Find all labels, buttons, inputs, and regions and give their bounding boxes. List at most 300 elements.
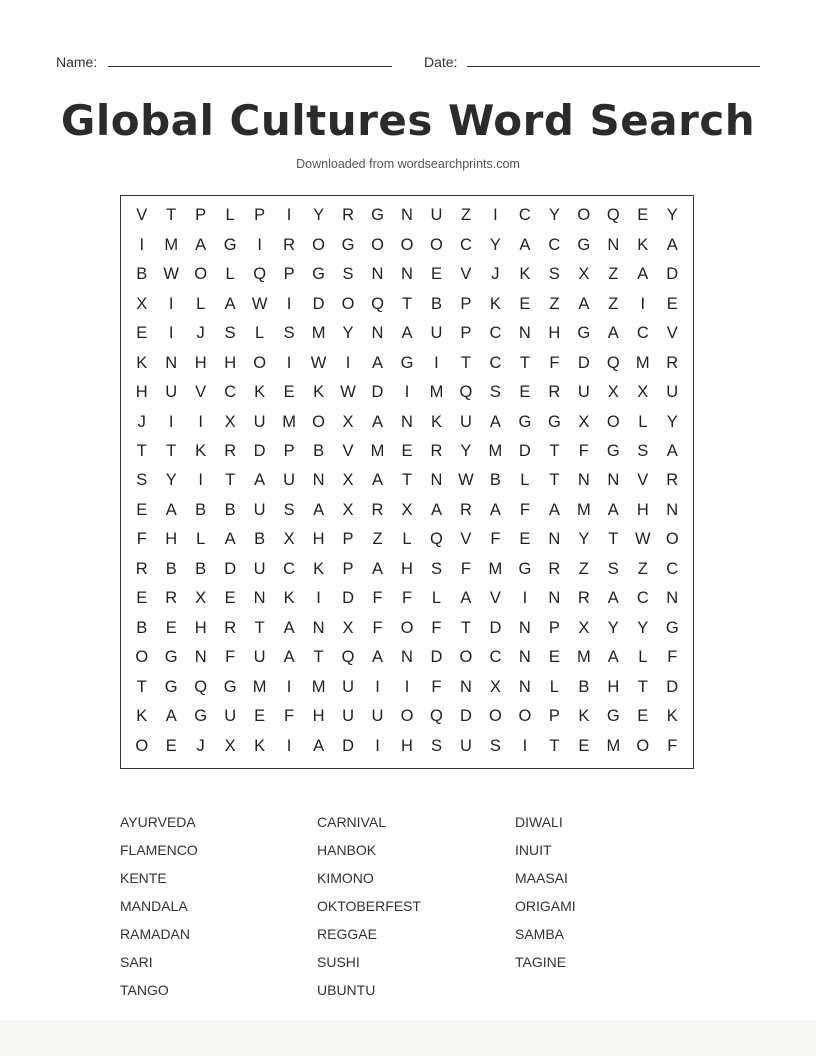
grid-cell: L — [402, 530, 412, 549]
grid-cell: E — [165, 736, 177, 755]
grid-cell: K — [254, 736, 266, 755]
grid-cell: I — [404, 383, 410, 402]
grid-cell: Y — [607, 618, 619, 637]
page-title: Global Cultures Word Search — [60, 96, 756, 145]
grid-cell: I — [168, 324, 174, 343]
word-list-item: FLAMENCO — [120, 842, 198, 858]
grid-cell: P — [548, 707, 560, 726]
grid-cell: W — [634, 530, 651, 549]
grid-cell: K — [254, 383, 266, 402]
grid-cell: Y — [666, 412, 678, 431]
grid-cell: T — [549, 736, 560, 755]
grid-cell: H — [401, 736, 413, 755]
grid-cell: T — [401, 471, 413, 490]
grid-cell: E — [637, 707, 649, 726]
grid-cell: I — [286, 206, 292, 225]
grid-cell: N — [312, 471, 325, 490]
grid-cell: M — [635, 353, 650, 372]
grid-cell: E — [136, 500, 148, 519]
grid-cell: Q — [371, 294, 384, 313]
grid-cell: B — [224, 500, 236, 519]
grid-cell: G — [518, 412, 532, 431]
grid-cell: G — [223, 235, 237, 254]
grid-cell: O — [488, 707, 502, 726]
grid-cell: A — [607, 589, 619, 608]
grid-cell: G — [577, 324, 591, 343]
grid-cell: X — [342, 412, 354, 431]
grid-cell: F — [372, 589, 383, 608]
grid-cell: P — [460, 324, 472, 343]
grid-cell: G — [665, 618, 679, 637]
grid-cell: H — [607, 677, 620, 696]
word-list-item: RAMADAN — [120, 926, 191, 942]
grid-cell: I — [286, 677, 292, 696]
grid-cell: N — [548, 530, 561, 549]
grid-cell: A — [165, 707, 177, 726]
grid-cell: G — [606, 442, 620, 461]
grid-cell: P — [254, 206, 266, 225]
grid-cell: D — [371, 383, 384, 402]
grid-cell: I — [198, 471, 203, 490]
grid-cell: H — [165, 530, 178, 549]
grid-cell: G — [312, 265, 325, 284]
grid-cell: F — [578, 442, 589, 461]
grid-cell: R — [283, 235, 296, 254]
grid-cell: G — [400, 353, 414, 372]
grid-cell: K — [430, 412, 442, 431]
grid-cell: A — [666, 235, 678, 254]
grid-cell: X — [136, 294, 148, 313]
grid-cell: U — [430, 206, 443, 225]
grid-cell: O — [312, 412, 325, 431]
grid-cell: U — [253, 648, 266, 667]
grid-cell: B — [489, 471, 501, 490]
grid-cell: X — [224, 736, 236, 755]
grid-cell: E — [519, 530, 531, 549]
grid-cell: I — [168, 412, 174, 431]
grid-cell: B — [578, 677, 590, 696]
grid-cell: N — [607, 471, 620, 490]
grid-cell: K — [666, 707, 678, 726]
grid-cell: R — [224, 618, 237, 637]
grid-cell: F — [284, 707, 295, 726]
grid-cell: N — [401, 265, 413, 284]
grid-cell: L — [196, 530, 206, 549]
grid-cell: F — [519, 500, 530, 519]
grid-cell: O — [341, 294, 355, 313]
grid-cell: H — [636, 500, 649, 519]
grid-cell: H — [135, 383, 148, 402]
grid-cell: H — [312, 707, 325, 726]
grid-cell: E — [254, 707, 266, 726]
grid-cell: U — [253, 559, 266, 578]
grid-cell: L — [225, 206, 235, 225]
grid-cell: I — [198, 412, 203, 431]
grid-cell: O — [459, 648, 473, 667]
grid-cell: S — [489, 383, 501, 402]
grid-cell: Z — [372, 530, 383, 549]
grid-cell: H — [312, 530, 325, 549]
grid-cell: F — [136, 530, 147, 549]
grid-cell: M — [576, 648, 591, 667]
grid-cell: T — [401, 294, 413, 313]
grid-cell: K — [136, 353, 148, 372]
grid-cell: A — [607, 324, 619, 343]
grid-cell: V — [136, 206, 148, 225]
grid-cell: C — [666, 559, 679, 578]
grid-cell: T — [460, 353, 471, 372]
grid-cell: S — [430, 736, 442, 755]
grid-cell: N — [518, 618, 531, 637]
grid-cell: U — [253, 412, 266, 431]
grid-cell: O — [194, 265, 208, 284]
grid-cell: B — [313, 442, 325, 461]
grid-cell: W — [340, 383, 356, 402]
grid-cell: V — [460, 265, 472, 284]
grid-cell: I — [286, 353, 292, 372]
grid-cell: E — [283, 383, 295, 402]
grid-cell: P — [460, 294, 472, 313]
grid-cell: C — [224, 383, 237, 402]
grid-cell: E — [430, 265, 442, 284]
date-label: Date: — [424, 54, 458, 70]
grid-cell: Y — [460, 442, 472, 461]
grid-cell: U — [253, 500, 266, 519]
grid-cell: P — [283, 265, 295, 284]
word-list-item: HANBOK — [317, 842, 377, 858]
grid-cell: Y — [313, 206, 325, 225]
grid-cell: V — [637, 471, 649, 490]
grid-cell: A — [313, 736, 325, 755]
word-list-item: SARI — [120, 954, 153, 970]
grid-cell: A — [430, 500, 442, 519]
grid-cell: F — [490, 530, 501, 549]
grid-cell: H — [224, 353, 237, 372]
grid-cell: Z — [578, 559, 589, 578]
grid-cell: X — [401, 500, 413, 519]
grid-cell: M — [311, 677, 326, 696]
grid-cell: D — [224, 559, 237, 578]
grid-cell: B — [136, 618, 148, 637]
grid-cell: U — [224, 707, 237, 726]
grid-cell: L — [638, 412, 648, 431]
grid-cell: F — [431, 618, 442, 637]
word-list-item: MANDALA — [120, 898, 188, 914]
grid-cell: S — [283, 500, 295, 519]
grid-cell: U — [666, 383, 679, 402]
grid-cell: Y — [165, 471, 177, 490]
grid-cell: T — [225, 471, 236, 490]
grid-cell: F — [667, 648, 678, 667]
grid-cell: S — [136, 471, 148, 490]
grid-cell: K — [313, 383, 325, 402]
grid-cell: X — [342, 471, 354, 490]
grid-cell: I — [522, 736, 528, 755]
grid-cell: Y — [489, 235, 501, 254]
grid-cell: Q — [253, 265, 267, 284]
grid-cell: F — [667, 736, 678, 755]
grid-cell: R — [371, 500, 384, 519]
grid-cell: E — [637, 206, 649, 225]
grid-cell: B — [430, 294, 442, 313]
grid-cell: E — [519, 294, 531, 313]
grid-cell: N — [459, 677, 472, 696]
grid-cell: Y — [342, 324, 354, 343]
grid-cell: S — [607, 559, 619, 578]
grid-cell: R — [666, 471, 679, 490]
grid-cell: B — [195, 559, 207, 578]
grid-cell: K — [195, 442, 207, 461]
grid-cell: G — [223, 677, 237, 696]
grid-cell: N — [253, 589, 266, 608]
grid-cell: D — [253, 442, 266, 461]
grid-cell: X — [342, 500, 354, 519]
grid-cell: V — [460, 530, 472, 549]
grid-cell: W — [163, 265, 179, 284]
grid-cell: C — [489, 648, 502, 667]
grid-cell: C — [548, 235, 561, 254]
grid-cell: A — [254, 471, 266, 490]
grid-cell: T — [637, 677, 648, 696]
grid-cell: A — [578, 294, 590, 313]
grid-cell: O — [135, 648, 149, 667]
grid-cell: C — [636, 589, 649, 608]
grid-cell: O — [253, 353, 267, 372]
grid-cell: M — [606, 736, 621, 755]
grid-cell: C — [636, 324, 649, 343]
grid-cell: E — [136, 324, 148, 343]
grid-cell: X — [342, 618, 354, 637]
grid-cell: I — [168, 294, 174, 313]
word-list — [120, 810, 720, 1006]
grid-cell: O — [312, 235, 325, 254]
grid-cell: R — [342, 206, 354, 225]
grid-cell: O — [135, 736, 149, 755]
grid-cell: L — [196, 294, 206, 313]
grid-cell: L — [549, 677, 559, 696]
grid-cell: K — [489, 294, 501, 313]
grid-cell: U — [165, 383, 178, 402]
grid-cell: G — [341, 235, 355, 254]
grid-cell: Z — [608, 294, 619, 313]
name-field-line — [108, 66, 392, 67]
grid-cell: X — [578, 265, 590, 284]
grid-cell: O — [606, 412, 620, 431]
grid-cell: N — [401, 206, 413, 225]
grid-cell: D — [489, 618, 502, 637]
grid-cell: J — [196, 324, 205, 343]
grid-cell: M — [488, 442, 503, 461]
grid-cell: Y — [637, 618, 649, 637]
grid-cell: U — [577, 383, 590, 402]
grid-cell: T — [460, 618, 471, 637]
word-list-item: SUSHI — [317, 954, 360, 970]
header-row — [56, 52, 760, 72]
grid-cell: E — [548, 648, 560, 667]
grid-cell: G — [577, 235, 591, 254]
grid-cell: A — [224, 530, 236, 549]
grid-cell: S — [489, 736, 501, 755]
grid-cell: A — [401, 324, 413, 343]
grid-cell: A — [283, 648, 295, 667]
grid-cell: A — [666, 442, 678, 461]
name-label: Name: — [56, 54, 98, 70]
grid-cell: M — [164, 235, 179, 254]
footer-band — [0, 1020, 816, 1056]
grid-cell: N — [666, 589, 679, 608]
word-list-item: REGGAE — [317, 926, 377, 942]
grid-cell: A — [372, 412, 384, 431]
grid-cell: F — [549, 353, 560, 372]
grid-cell: A — [313, 500, 325, 519]
grid-cell: N — [518, 324, 531, 343]
grid-cell: W — [458, 471, 474, 490]
grid-cell: W — [251, 294, 268, 313]
grid-cell: O — [400, 618, 414, 637]
grid-cell: M — [429, 383, 444, 402]
grid-cell: Q — [459, 383, 473, 402]
grid-cell: S — [430, 559, 442, 578]
grid-cell: A — [372, 648, 384, 667]
grid-cell: X — [578, 618, 590, 637]
grid-cell: G — [371, 206, 384, 225]
grid-cell: Q — [430, 530, 443, 549]
grid-cell: M — [252, 677, 267, 696]
grid-cell: C — [489, 324, 502, 343]
grid-cell: P — [342, 530, 354, 549]
grid-cell: Q — [341, 648, 355, 667]
grid-cell: N — [371, 324, 384, 343]
grid-cell: I — [404, 677, 410, 696]
grid-cell: R — [135, 559, 148, 578]
grid-cell: A — [224, 294, 236, 313]
grid-cell: V — [666, 324, 678, 343]
grid-cell: Z — [608, 265, 619, 284]
grid-cell: J — [491, 265, 500, 284]
grid-cell: X — [578, 412, 590, 431]
grid-cell: F — [431, 677, 442, 696]
grid-cell: M — [311, 324, 326, 343]
grid-cell: M — [576, 500, 591, 519]
date-field-line — [467, 66, 760, 67]
grid-cell: Q — [606, 353, 620, 372]
grid-cell: A — [283, 618, 295, 637]
grid-cell: O — [371, 235, 384, 254]
word-list-item: SAMBA — [515, 926, 565, 942]
grid-cell: M — [488, 559, 503, 578]
grid-cell: A — [637, 265, 649, 284]
grid-cell: R — [548, 383, 561, 402]
grid-cell: O — [577, 206, 591, 225]
grid-cell: D — [430, 648, 443, 667]
grid-cell: X — [489, 677, 501, 696]
grid-cell: K — [136, 707, 148, 726]
grid-cell: B — [136, 265, 148, 284]
grid-cell: N — [607, 235, 620, 254]
grid-cell: O — [400, 235, 414, 254]
grid-cell: A — [165, 500, 177, 519]
grid-cell: N — [430, 471, 443, 490]
word-list-item: KIMONO — [317, 870, 374, 886]
grid-cell: T — [136, 677, 147, 696]
grid-cell: S — [224, 324, 236, 343]
grid-cell: L — [638, 648, 648, 667]
grid-cell: R — [459, 500, 472, 519]
grid-cell: Z — [549, 294, 560, 313]
grid-cell: F — [460, 559, 471, 578]
grid-cell: L — [255, 324, 265, 343]
grid-cell: I — [345, 353, 351, 372]
grid-cell: T — [608, 530, 619, 549]
grid-cell: P — [283, 442, 295, 461]
grid-cell: O — [430, 235, 443, 254]
grid-cell: N — [518, 648, 531, 667]
grid-cell: V — [195, 383, 207, 402]
grid-cell: T — [519, 353, 530, 372]
grid-cell: Y — [666, 206, 678, 225]
grid-cell: U — [342, 677, 354, 696]
grid-cell: R — [548, 559, 561, 578]
word-list-item: AYURVEDA — [120, 814, 196, 830]
grid-cell: A — [489, 500, 501, 519]
grid-cell: L — [225, 265, 235, 284]
grid-cell: T — [549, 471, 560, 490]
grid-cell: I — [522, 589, 528, 608]
grid-cell: G — [194, 707, 208, 726]
grid-cell: I — [375, 677, 380, 696]
grid-cell: B — [195, 500, 207, 519]
grid-cell: N — [401, 412, 413, 431]
grid-cell: G — [164, 677, 178, 696]
grid-cell: Q — [194, 677, 208, 696]
grid-cell: K — [283, 589, 295, 608]
grid-cell: P — [195, 206, 207, 225]
grid-cell: F — [401, 589, 413, 608]
grid-cell: Z — [460, 206, 471, 225]
word-list-item: KENTE — [120, 870, 167, 886]
grid-cell: O — [400, 707, 414, 726]
grid-cell: V — [489, 589, 501, 608]
grid-cell: C — [283, 559, 296, 578]
word-list-item: CARNIVAL — [317, 814, 386, 830]
grid-cell: R — [224, 442, 237, 461]
word-list-item: UBUNTU — [317, 982, 376, 998]
grid-cell: S — [548, 265, 560, 284]
grid-cell: P — [342, 559, 354, 578]
grid-cell: D — [666, 265, 679, 284]
grid-cell: Z — [637, 559, 648, 578]
grid-cell: T — [166, 206, 177, 225]
grid-cell: G — [606, 707, 620, 726]
grid-cell: K — [637, 235, 649, 254]
grid-cell: A — [548, 500, 560, 519]
grid-cell: Q — [430, 707, 443, 726]
grid-cell: B — [254, 530, 266, 549]
grid-cell: N — [401, 648, 413, 667]
grid-cell: P — [548, 618, 560, 637]
word-list-item: TANGO — [120, 982, 169, 998]
word-list-item: DIWALI — [515, 814, 563, 830]
grid-cell: A — [195, 235, 207, 254]
grid-cell: C — [459, 235, 472, 254]
grid-cell: T — [254, 618, 265, 637]
grid-cell: I — [316, 589, 321, 608]
grid-cell: H — [194, 618, 207, 637]
grid-cell: I — [375, 736, 380, 755]
grid-cell: I — [434, 353, 439, 372]
word-list-item: OKTOBERFEST — [317, 898, 421, 914]
grid-cell: I — [286, 294, 292, 313]
